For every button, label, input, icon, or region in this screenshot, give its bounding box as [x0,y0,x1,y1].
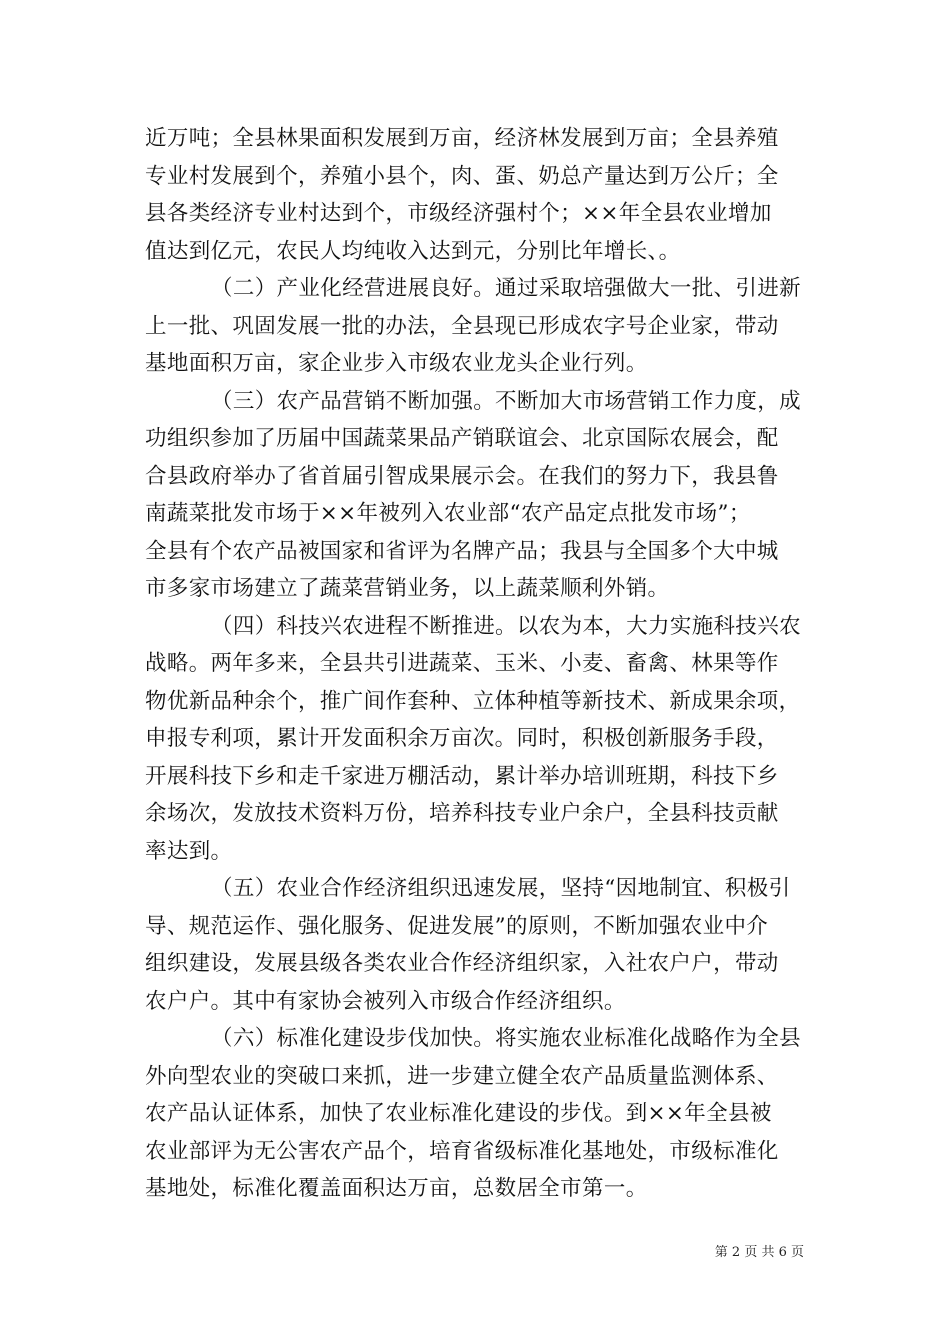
text-line: 物优新品种余个，推广间作套种、立体种植等新技术、新成果余项， [145,688,801,714]
page-number-footer: 第 2 页 共 6 页 [714,1245,804,1260]
text-line: 专业村发展到个，养殖小县个，肉、蛋、奶总产量达到万公斤；全 [145,163,779,189]
text-line: 率达到。 [145,838,233,864]
text-line: 南蔬菜批发市场于××年被列入农业部“农产品定点批发市场”； [145,501,751,526]
text-line: 农业部评为无公害农产品个，培育省级标准化基地处，市级标准化 [145,1138,779,1164]
text-line: 市多家市场建立了蔬菜营销业务，以上蔬菜顺利外销。 [145,576,670,601]
paragraph-start-line: （二）产业化经营进展良好。通过采取培强做大一批、引进新 [211,276,801,301]
text-line: 县各类经济专业村达到个，市级经济强村个；××年全县农业增加 [145,201,772,226]
text-line: 功组织参加了历届中国蔬菜果品产销联谊会、北京国际农展会，配 [145,426,779,451]
text-line: 基地处，标准化覆盖面积达万亩，总数居全市第一。 [145,1176,648,1201]
text-line: 战略。两年多来，全县共引进蔬菜、玉米、小麦、畜禽、林果等作 [145,651,779,676]
text-line: 组织建设，发展县级各类农业合作经济组织家，入社农户户，带动 [145,951,779,976]
text-line: 开展科技下乡和走千家进万棚活动，累计举办培训班期，科技下乡 [145,763,779,789]
paragraph-start-line: （五）农业合作经济组织迅速发展，坚持“因地制宜、积极引 [211,876,791,901]
text-line: 农户户。其中有家协会被列入市级合作经济组织。 [145,988,626,1014]
text-line: 申报专利项，累计开发面积余万亩次。同时，积极创新服务手段， [145,726,779,751]
text-line: 近万吨；全县林果面积发展到万亩，经济林发展到万亩；全县养殖 [145,126,779,151]
paragraph-start-line: （六）标准化建设步伐加快。将实施农业标准化战略作为全县 [211,1026,801,1051]
text-line: 全县有个农产品被国家和省评为名牌产品；我县与全国多个大中城 [145,538,779,564]
text-line: 上一批、巩固发展一批的办法，全县现已形成农字号企业家，带动 [145,313,779,339]
paragraph-start-line: （三）农产品营销不断加强。不断加大市场营销工作力度，成 [211,388,801,414]
document-body [145,120,811,1208]
text-line: 余场次，发放技术资料万份，培养科技专业户余户，全县科技贡献 [145,801,779,826]
text-line: 值达到亿元，农民人均纯收入达到元，分别比年增长、。 [145,238,681,264]
text-line: 农产品认证体系，加快了农业标准化建设的步伐。到××年全县被 [145,1101,772,1126]
text-line: 合县政府举办了省首届引智成果展示会。在我们的努力下，我县鲁 [145,463,779,489]
text-line: 外向型农业的突破口来抓，进一步建立健全农产品质量监测体系、 [145,1063,779,1089]
paragraph-start-line: （四）科技兴农进程不断推进。以农为本，大力实施科技兴农 [211,613,801,639]
text-line: 导、规范运作、强化服务、促进发展”的原则，不断加强农业中介 [145,913,769,939]
text-line: 基地面积万亩，家企业步入市级农业龙头企业行列。 [145,351,648,376]
